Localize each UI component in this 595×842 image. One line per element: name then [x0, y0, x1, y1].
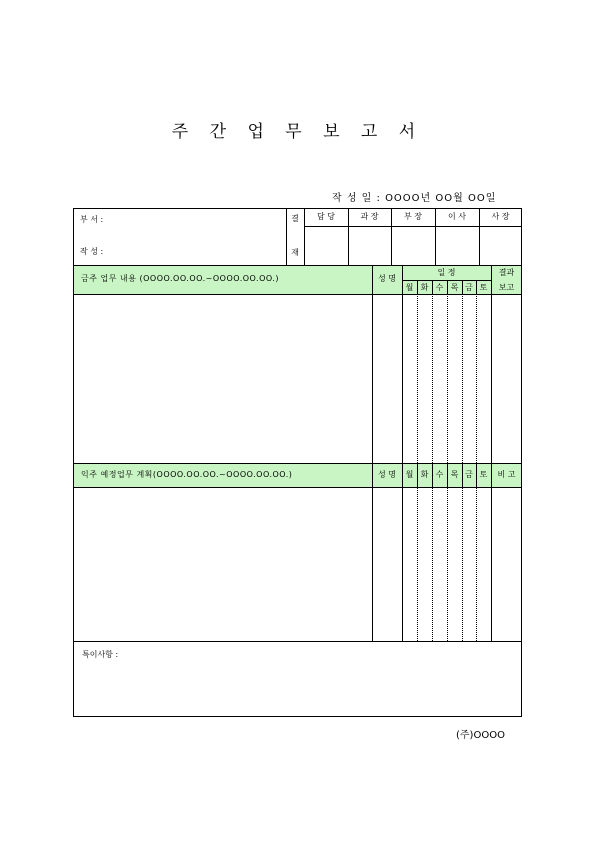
approval-header-line — [304, 226, 522, 227]
day-dotted-line — [417, 487, 418, 641]
next-week-heading: 익주 예정업무 계획(OOOO.OO.OO.~OOOO.OO.OO.) — [81, 470, 293, 479]
day-dotted-line — [447, 294, 448, 463]
next-week-bottom-line — [73, 641, 522, 642]
day-dotted-line — [476, 487, 477, 641]
remarks-label: 비 고 — [497, 470, 516, 479]
day-dotted-line — [462, 487, 463, 641]
schedule-label: 일 정 — [437, 268, 456, 277]
day-thu: 목 — [450, 283, 459, 292]
approver-section-chief: 과 장 — [360, 212, 379, 221]
schedule-right-line — [491, 265, 492, 641]
author-label: 작 성 : — [80, 247, 104, 256]
day-tue: 화 — [420, 283, 429, 292]
this-week-bottom-line — [73, 463, 522, 464]
day-dotted-line — [476, 294, 477, 463]
date-line: 작 성 일 : OOOO년 OO월 OO일 — [332, 193, 497, 204]
day-dotted-line — [432, 294, 433, 463]
next-week-name-col: 성 명 — [378, 470, 396, 479]
day-fri: 금 — [465, 470, 473, 479]
page-title: 주 간 업 무 보 고 서 — [171, 122, 424, 142]
approver-director: 이 사 — [448, 212, 466, 221]
day-tue: 화 — [420, 470, 429, 479]
day-fri: 금 — [465, 283, 473, 292]
day-wed: 수 — [435, 470, 444, 479]
this-week-heading: 금주 업무 내용 (OOOO.OO.OO.~OOOO.OO.OO.) — [81, 274, 280, 283]
result-label-1: 결과 — [498, 268, 515, 277]
day-dotted-line — [417, 294, 418, 463]
schedule-left-line — [402, 265, 403, 641]
name-col-left-line — [372, 265, 373, 641]
approver-dept-head: 부 장 — [404, 212, 422, 221]
day-thu: 목 — [450, 470, 459, 479]
day-dotted-line — [432, 487, 433, 641]
day-sat: 토 — [479, 470, 488, 479]
result-label-2: 보고 — [498, 283, 515, 292]
day-dotted-line — [462, 294, 463, 463]
dept-label: 부 서 : — [80, 215, 104, 224]
approver-staff: 담 당 — [317, 212, 335, 221]
special-notes-label: 특이사항 : — [82, 650, 119, 659]
header-bottom-line — [73, 265, 522, 266]
company-name: (주)OOOO — [456, 730, 505, 741]
approver-president: 사 장 — [491, 212, 510, 221]
approval-label-bottom: 재 — [291, 248, 299, 257]
approval-label-top: 결 — [291, 214, 299, 223]
this-week-heading-line — [73, 294, 522, 295]
next-week-heading-line — [73, 487, 522, 488]
day-mon: 월 — [405, 470, 414, 479]
day-dotted-line — [447, 487, 448, 641]
day-wed: 수 — [435, 283, 444, 292]
this-week-name-col: 성 명 — [378, 274, 396, 283]
day-sat: 토 — [479, 283, 488, 292]
day-mon: 월 — [405, 283, 414, 292]
